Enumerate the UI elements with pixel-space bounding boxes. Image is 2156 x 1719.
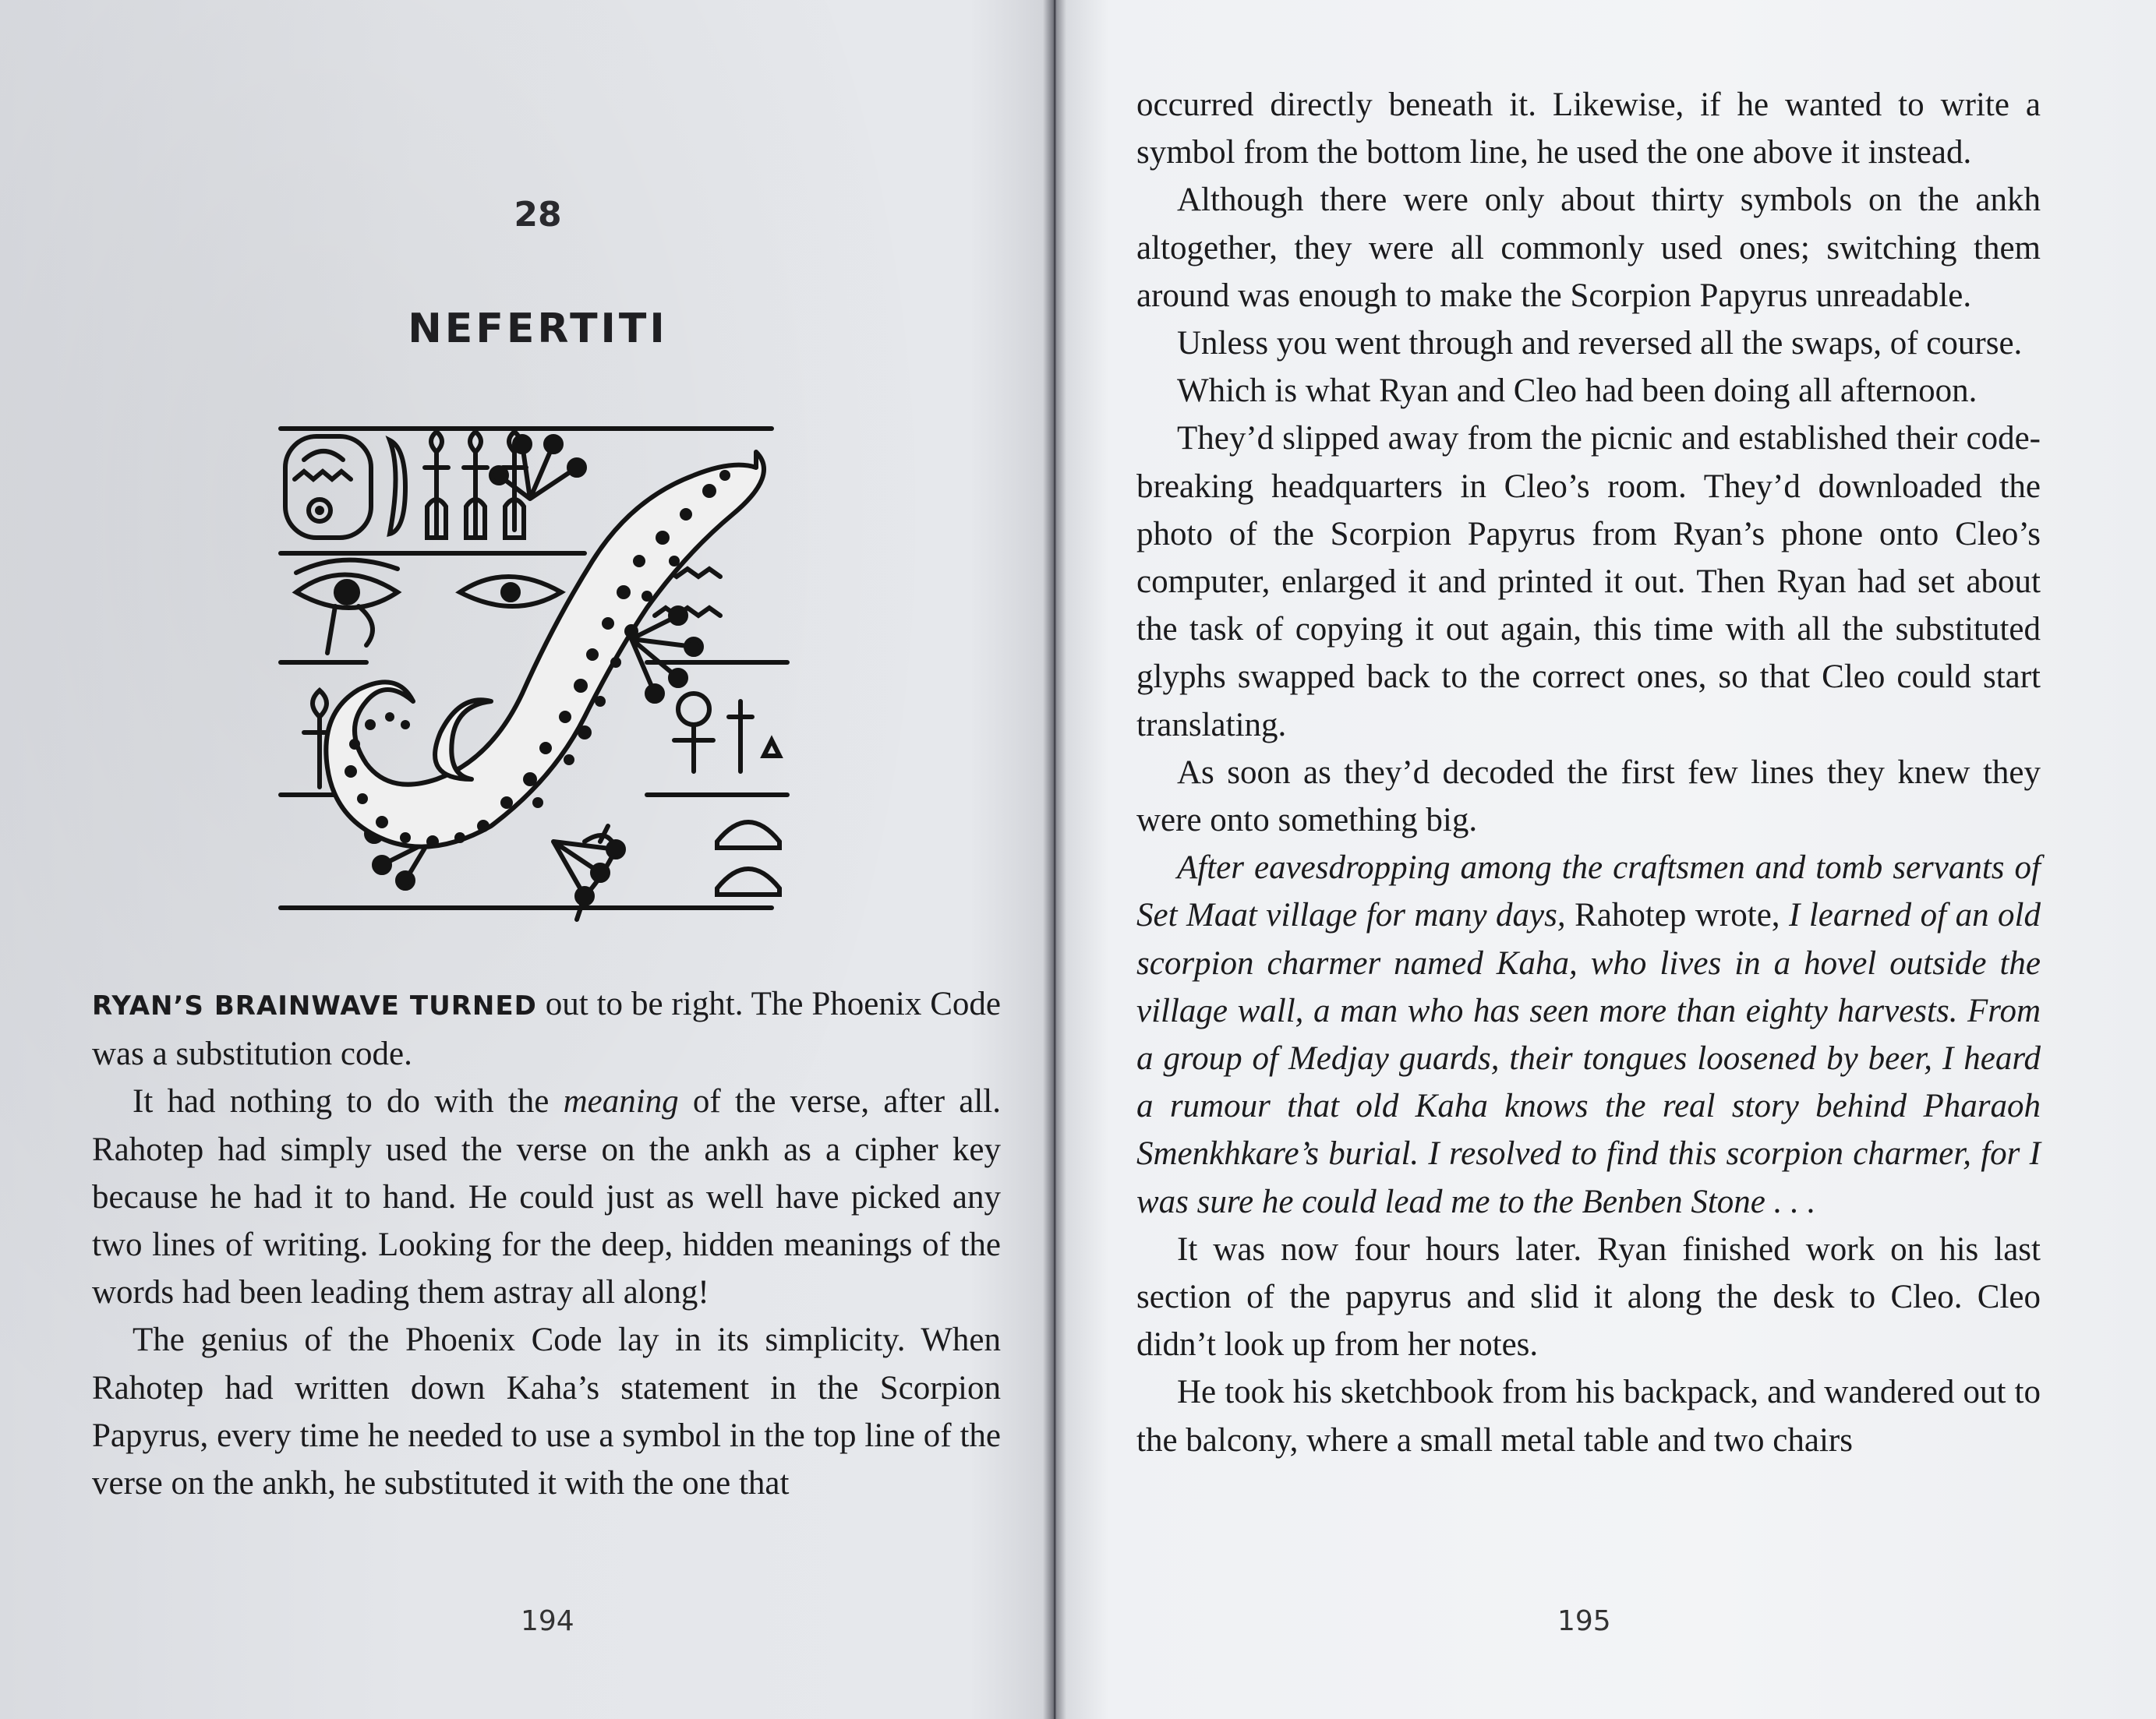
paragraph: It was now four hours later. Ryan finished work on his last section of the papyrus and slid it along the desk to Cleo. Cleo didn’t look up from her notes. xyxy=(1136,1230,2041,1364)
chapter-title: NEFERTITI xyxy=(408,305,668,352)
paragraph: Which is what Ryan and Cleo had been doing all afternoon. xyxy=(1177,372,1978,410)
right-page-text xyxy=(1136,81,2041,1464)
page-number-left: 194 xyxy=(521,1605,574,1637)
paragraph xyxy=(92,980,1001,1078)
emphasis-text: meaning xyxy=(563,1083,679,1121)
left-page-text xyxy=(92,980,1001,1507)
paragraph: As soon as they’d decoded the first few lines they knew they were onto something big. xyxy=(1136,754,2041,839)
lizard-hieroglyph-illustration xyxy=(273,405,795,935)
paragraph: They’d slipped away from the picnic and established their code-breaking headquarters in Cleo’s room. They’d downloaded the photo of the Scorpion Papyrus from Ryan’s phone onto Cleo’s computer, enlarged it and printed it out. Then Ryan had set about the task of copying it out again, this time with all the substituted glyphs swapped back to the correct ones, so that Cleo could start translating. xyxy=(1136,420,2041,743)
book-gutter xyxy=(1043,0,1066,1719)
paragraph: He took his sketchbook from his backpack, and wandered out to the balcony, where a small metal table and two chairs xyxy=(1136,1374,2041,1459)
left-page xyxy=(0,0,1054,1719)
paragraph-text: Rahotep wrote, xyxy=(1565,897,1790,934)
chapter-lead-in: RYAN’S BRAINWAVE TURNED xyxy=(92,990,537,1022)
paragraph: occurred directly beneath it. Likewise, if he wanted to write a symbol from the bottom line, he used the one above it instead. xyxy=(1136,86,2041,171)
emphasis-text: After eavesdropping among the craftsmen and tomb servants of Set Maat village for many days, xyxy=(1136,849,2041,934)
page-number-right: 195 xyxy=(1557,1605,1611,1637)
paragraph xyxy=(92,1078,1001,1316)
emphasis-text: I learned of an old scorpion charmer named Kaha, who lives in a hovel outside the village wall, a man who has seen more than eighty harvests. From a group of Medjay guards, their tongues loosened by beer, I heard a rumour that old Kaha knows the real story behind Pharaoh Smenkhkare’s burial. I resolved to find this scorpion charmer, for I was sure he could lead me to the Benben Stone . . . xyxy=(1136,897,2041,1220)
paragraph: Although there were only about thirty symbols on the ankh altogether, they were all commonly used ones; switching them around was enough to make the Scorpion Papyrus unreadable. xyxy=(1136,182,2041,314)
paragraph xyxy=(1136,844,2041,1226)
paragraph-text: It had nothing to do with the xyxy=(133,1083,564,1121)
paragraph: Unless you went through and reversed all the swaps, of course. xyxy=(1177,325,2023,362)
chapter-number: 28 xyxy=(514,195,562,235)
paragraph-text: of the verse, after all. Rahotep had simply used the verse on the ankh as a cipher key because he had it to hand. He could just as well have picked any two lines of writing. Looking for the deep, hidden meanings of the words had been leading them astray all along! xyxy=(92,1083,1002,1311)
paragraph-text: out to be right. The Phoenix Code was a substitution code. xyxy=(92,986,1002,1073)
paragraph: The genius of the Phoenix Code lay in its simplicity. When Rahotep had written down Kaha’s statement in the Scorpion Papyrus, every time he needed to use a symbol in the top line of the verse on the ankh, he substituted it with the one that xyxy=(92,1322,1001,1502)
